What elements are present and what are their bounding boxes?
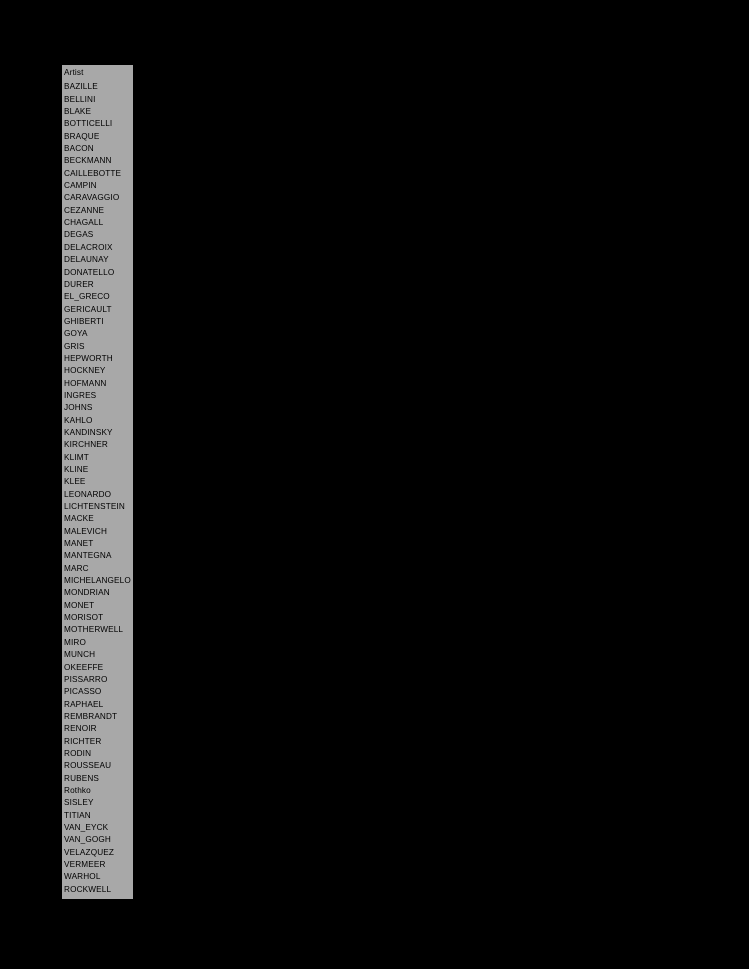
list-item[interactable]: OKEEFFE [64, 662, 104, 672]
list-item[interactable]: KAHLO [64, 415, 93, 425]
list-item[interactable]: DELACROIX [64, 242, 113, 252]
list-item[interactable]: WARHOL [64, 872, 101, 882]
list-item[interactable]: PICASSO [64, 687, 102, 697]
list-item[interactable]: REMBRANDT [64, 711, 118, 721]
list-item[interactable]: RAPHAEL [64, 699, 104, 709]
list-item[interactable]: GERICAULT [64, 304, 112, 314]
list-item[interactable]: KANDINSKY [64, 427, 113, 437]
list-item[interactable]: VAN_EYCK [64, 822, 109, 832]
list-item[interactable]: RODIN [64, 748, 92, 758]
list-item[interactable]: EL_GRECO [64, 292, 110, 302]
list-item[interactable]: KLINE [64, 465, 89, 474]
list-item[interactable]: GRIS [64, 341, 85, 351]
list-item[interactable]: MANET [64, 539, 94, 549]
list-item[interactable]: VAN_GOGH [64, 835, 111, 845]
list-item[interactable]: VELAZQUEZ [64, 847, 115, 857]
list-item[interactable]: TITIAN [64, 810, 91, 820]
list-item[interactable]: HOFMANN [64, 378, 107, 388]
list-item[interactable]: CARAVAGGIO [64, 193, 120, 203]
list-item[interactable]: Rothko [64, 785, 91, 795]
list-item[interactable]: ROCKWELL [64, 884, 112, 894]
list-item[interactable]: MONDRIAN [64, 588, 110, 598]
list-item[interactable]: CAILLEBOTTE [64, 168, 122, 178]
list-item[interactable]: LICHTENSTEIN [64, 502, 125, 512]
list-item[interactable]: DURER [64, 279, 94, 289]
list-item[interactable]: DONATELLO [64, 267, 115, 277]
list-item[interactable]: PISSARRO [64, 674, 108, 684]
list-item[interactable]: GOYA [64, 329, 88, 339]
list-item[interactable]: CAMPIN [64, 181, 97, 191]
artist-list-panel[interactable] [62, 65, 134, 900]
list-item[interactable]: GHIBERTI [64, 316, 104, 326]
list-item[interactable]: HOCKNEY [64, 366, 106, 376]
list-item[interactable]: BRAQUE [64, 131, 100, 141]
list-item[interactable]: ROUSSEAU [64, 761, 112, 771]
list-item[interactable]: BAZILLE [64, 82, 98, 92]
list-item[interactable]: BOTTICELLI [64, 119, 113, 129]
list-item[interactable]: CEZANNE [64, 205, 105, 215]
list-item[interactable]: MALEVICH [64, 526, 108, 536]
list-item[interactable]: KLIMT [64, 452, 89, 462]
list-item[interactable]: DELAUNAY [64, 255, 109, 265]
list-item[interactable]: MARC [64, 563, 89, 573]
artist-list-rows[interactable] [62, 79, 133, 899]
list-item[interactable]: JOHNS [64, 403, 93, 413]
list-item[interactable]: BECKMANN [64, 156, 112, 166]
list-item[interactable]: BELLINI [64, 94, 96, 104]
list-item[interactable]: MICHELANGELO [64, 576, 131, 586]
list-item[interactable]: SISLEY [64, 798, 94, 808]
list-item[interactable]: RUBENS [64, 773, 100, 783]
list-item[interactable]: BLAKE [64, 107, 92, 117]
list-item[interactable]: VERMEER [64, 860, 106, 869]
list-item[interactable]: MUNCH [64, 650, 96, 660]
list-item[interactable]: MIRO [64, 637, 86, 647]
list-item[interactable]: INGRES [64, 390, 97, 400]
list-item[interactable]: LEONARDO [64, 489, 112, 499]
list-item[interactable]: MANTEGNA [64, 551, 112, 561]
list-item[interactable]: MORISOT [64, 613, 104, 623]
list-item[interactable]: RENOIR [64, 724, 97, 734]
list-item[interactable]: KIRCHNER [64, 440, 108, 450]
list-item[interactable]: KLEE [64, 477, 86, 487]
list-item[interactable]: RICHTER [64, 736, 102, 746]
list-item[interactable]: BACON [64, 144, 94, 154]
list-item[interactable]: CHAGALL [64, 218, 104, 228]
list-item[interactable]: MOTHERWELL [64, 625, 124, 635]
artist-list-header: Artist [64, 68, 84, 77]
list-item[interactable]: DEGAS [64, 230, 94, 240]
list-item[interactable]: MONET [64, 600, 95, 610]
list-item[interactable]: MACKE [64, 514, 94, 524]
list-item[interactable]: HEPWORTH [64, 353, 113, 363]
